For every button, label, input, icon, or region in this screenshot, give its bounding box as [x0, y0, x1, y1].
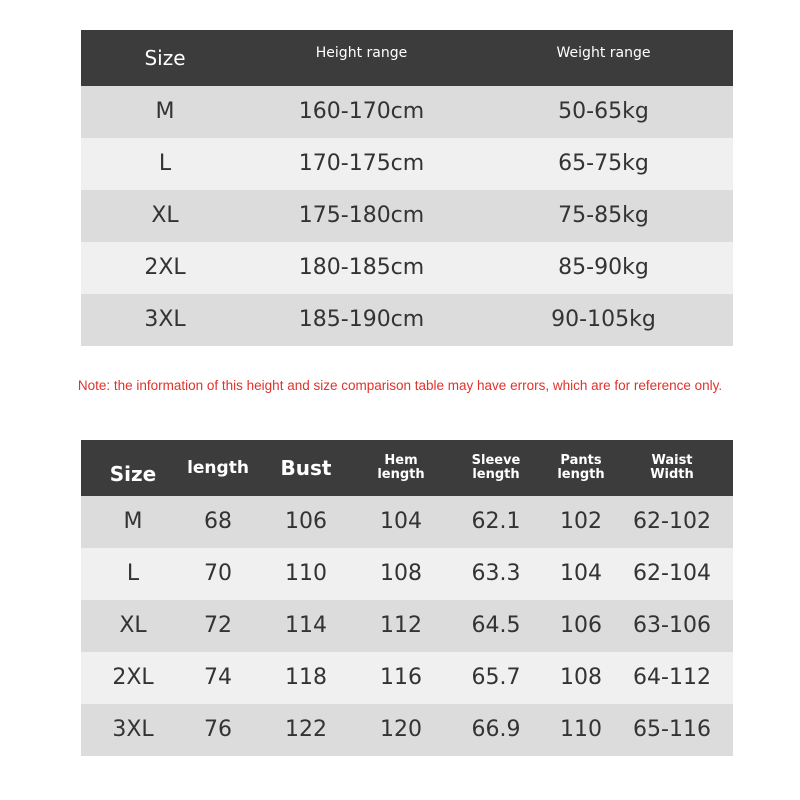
size-cell: 3XL [112, 716, 154, 742]
hem-length-cell: 120 [380, 716, 422, 742]
header-label: Hem [384, 452, 418, 468]
height-weight-table [81, 30, 733, 346]
header-label: Waist [651, 452, 693, 468]
table-row [81, 242, 733, 294]
bust-cell: 114 [285, 612, 327, 638]
length-cell: 76 [204, 716, 232, 742]
table-row [81, 704, 733, 756]
height-cell: 185-190cm [298, 306, 425, 332]
header-waist-width [611, 454, 733, 483]
pants-length-cell: 102 [560, 508, 602, 534]
header-label: Width [650, 467, 694, 482]
bust-cell: 122 [285, 716, 327, 742]
pants-length-cell: 108 [560, 664, 602, 690]
header-label: Sleeve [471, 452, 521, 468]
table-row [81, 496, 733, 548]
header-label: length [187, 457, 249, 478]
size-cell: L [158, 150, 172, 176]
header-label: length [557, 467, 605, 482]
header-size: Size [144, 46, 186, 70]
waist-width-cell: 62-104 [633, 560, 711, 586]
header-label: length [377, 467, 425, 482]
bust-cell: 106 [285, 508, 327, 534]
waist-width-cell: 63-106 [633, 612, 711, 638]
bust-cell: 118 [285, 664, 327, 690]
waist-width-cell: 62-102 [633, 508, 711, 534]
measurement-table [81, 440, 733, 756]
hem-length-cell: 116 [380, 664, 422, 690]
weight-cell: 90-105kg [551, 306, 656, 332]
header-length [185, 459, 251, 478]
header-weight-range: Weight range [556, 45, 651, 62]
table-row [81, 138, 733, 190]
length-cell: 74 [204, 664, 232, 690]
header-label: Size [109, 462, 157, 486]
table-row [81, 652, 733, 704]
table-row [81, 86, 733, 138]
hem-length-cell: 104 [380, 508, 422, 534]
weight-cell: 75-85kg [558, 202, 649, 228]
header-label: Bust [280, 456, 332, 480]
length-cell: 70 [204, 560, 232, 586]
header-height-range: Height range [315, 45, 408, 62]
table-row [81, 548, 733, 600]
height-cell: 170-175cm [298, 150, 425, 176]
length-cell: 72 [204, 612, 232, 638]
weight-cell: 65-75kg [558, 150, 649, 176]
weight-cell: 50-65kg [558, 98, 649, 124]
pants-length-cell: 104 [560, 560, 602, 586]
header-label: length [472, 467, 520, 482]
header-bust [251, 457, 361, 479]
table-header [81, 30, 733, 86]
bust-cell: 110 [285, 560, 327, 586]
pants-length-cell: 110 [560, 716, 602, 742]
hem-length-cell: 112 [380, 612, 422, 638]
size-cell: XL [151, 202, 179, 228]
height-cell: 175-180cm [298, 202, 425, 228]
sleeve-length-cell: 65.7 [471, 664, 521, 690]
header-label: Pants [560, 452, 602, 468]
table-row [81, 600, 733, 652]
table-row [81, 294, 733, 346]
waist-width-cell: 64-112 [633, 664, 711, 690]
height-cell: 180-185cm [298, 254, 425, 280]
height-cell: 160-170cm [298, 98, 425, 124]
size-cell: 3XL [144, 306, 186, 332]
size-cell: L [126, 560, 140, 586]
size-cell: 2XL [112, 664, 154, 690]
sleeve-length-cell: 66.9 [471, 716, 521, 742]
table-row [81, 190, 733, 242]
header-size [81, 463, 185, 485]
size-cell: M [123, 508, 143, 534]
sleeve-length-cell: 62.1 [471, 508, 521, 534]
header-hem-length [361, 454, 441, 483]
header-pants-length [551, 454, 611, 483]
weight-cell: 85-90kg [558, 254, 649, 280]
hem-length-cell: 108 [380, 560, 422, 586]
size-cell: XL [119, 612, 147, 638]
waist-width-cell: 65-116 [633, 716, 711, 742]
length-cell: 68 [204, 508, 232, 534]
disclaimer-note: Note: the information of this height and size comparison table may have errors, which are for reference only. [77, 378, 723, 393]
size-cell: 2XL [144, 254, 186, 280]
header-sleeve-length [441, 454, 551, 483]
size-cell: M [155, 98, 175, 124]
pants-length-cell: 106 [560, 612, 602, 638]
sleeve-length-cell: 64.5 [471, 612, 521, 638]
sleeve-length-cell: 63.3 [471, 560, 521, 586]
table-header [81, 440, 733, 496]
